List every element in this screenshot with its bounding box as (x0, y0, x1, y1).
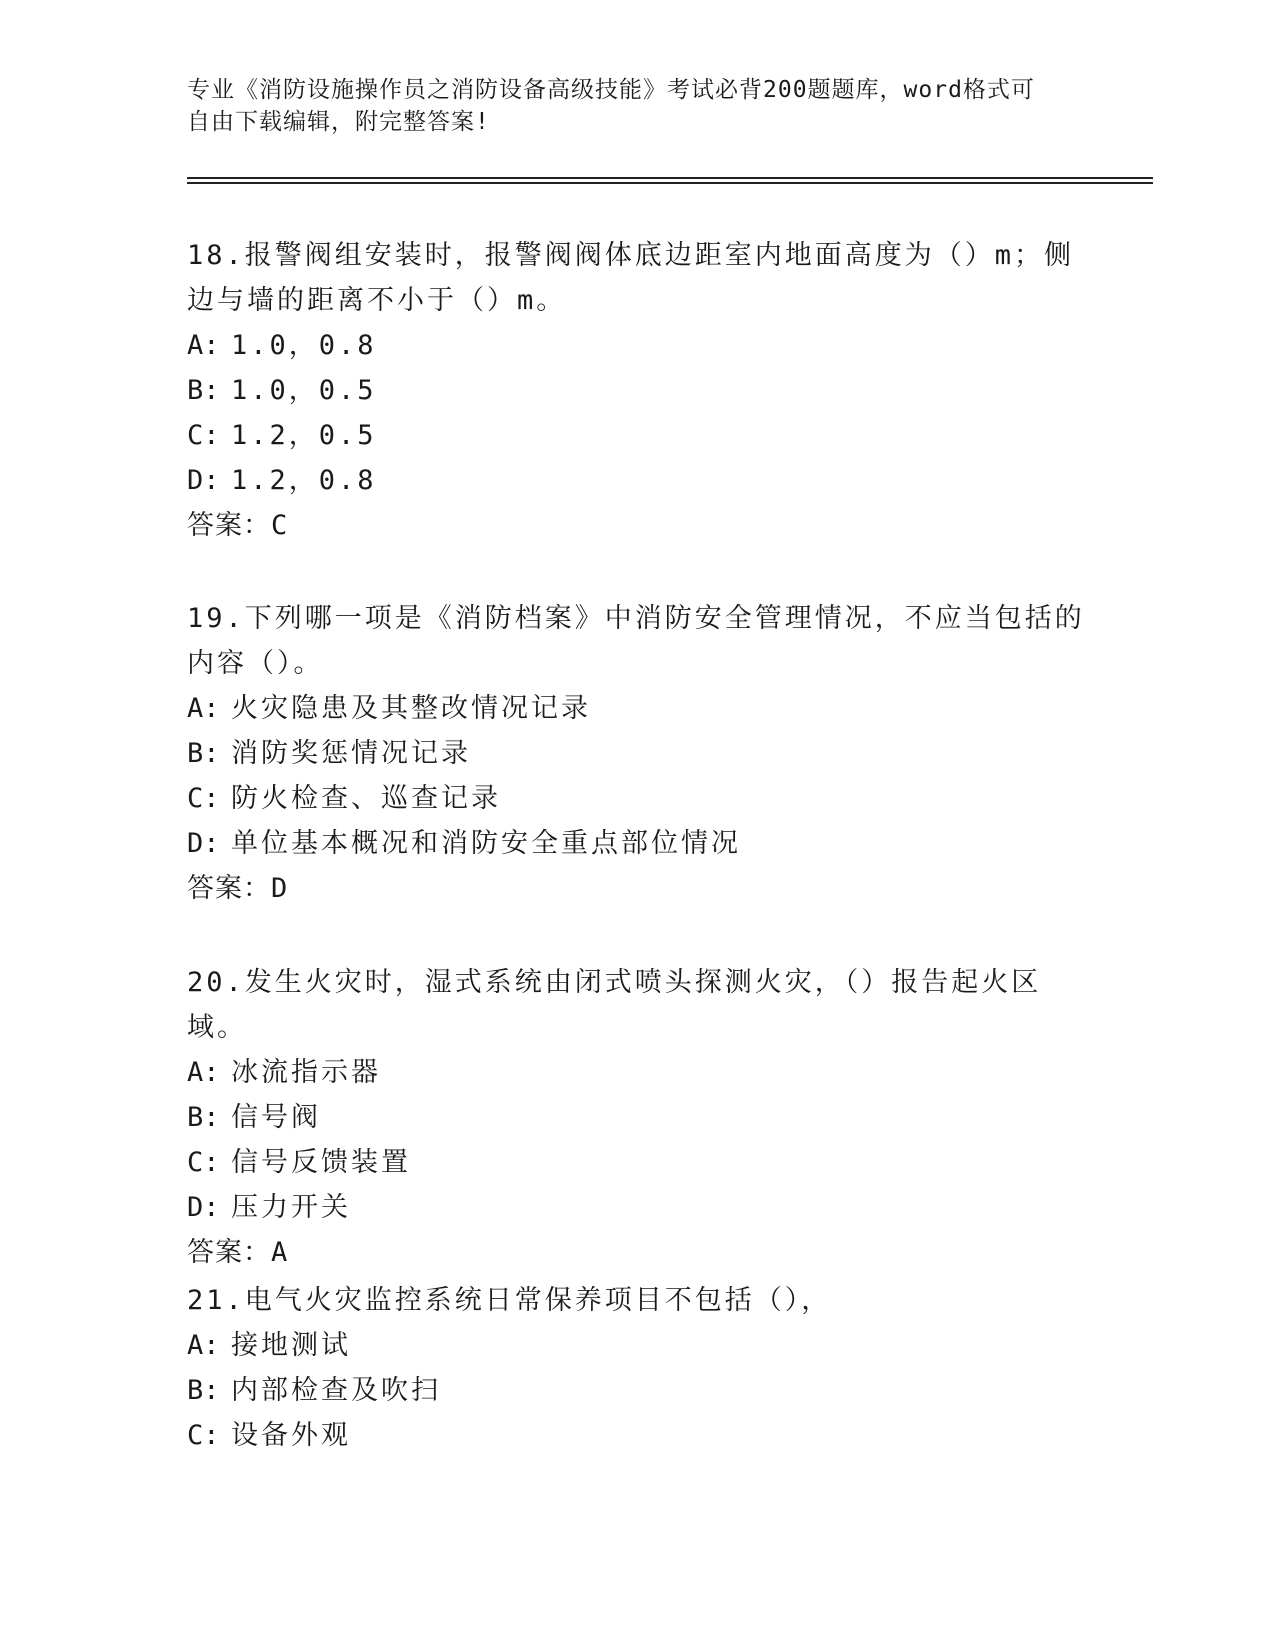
header-divider-bottom (187, 182, 1153, 184)
option-text: 1.0，0.8 (231, 330, 377, 361)
option-key: A: (187, 330, 220, 361)
option-a (187, 1323, 1087, 1368)
option-text: 压力开关 (231, 1192, 351, 1223)
option-a (187, 1050, 1087, 1095)
option-a (187, 323, 1087, 368)
option-b (187, 368, 1087, 413)
document-header (187, 74, 1087, 138)
question-stem: 20.发生火灾时，湿式系统由闭式喷头探测火灾，（）报告起火区域。 (187, 967, 1042, 1043)
option-c (187, 413, 1087, 458)
option-text: 单位基本概况和消防安全重点部位情况 (231, 828, 741, 859)
header-line-1: 专业《消防设施操作员之消防设备高级技能》考试必背200题题库，word格式可 (187, 77, 1035, 103)
option-c (187, 776, 1087, 821)
option-text: 信号阀 (231, 1102, 321, 1133)
option-b (187, 731, 1087, 776)
question-21 (187, 1278, 1087, 1458)
option-key: C: (187, 1147, 220, 1178)
answer-line: 答案：A (187, 1237, 289, 1268)
answer-line: 答案：C (187, 510, 289, 541)
option-c (187, 1413, 1087, 1458)
option-text: 1.2，0.5 (231, 420, 377, 451)
option-key: A: (187, 1057, 220, 1088)
option-a (187, 686, 1087, 731)
option-text: 1.0，0.5 (231, 375, 377, 406)
option-key: D: (187, 465, 220, 496)
option-text: 信号反馈装置 (231, 1147, 411, 1178)
option-key: B: (187, 1375, 220, 1406)
option-d (187, 1185, 1087, 1230)
option-key: B: (187, 738, 220, 769)
question-stem: 18.报警阀组安装时，报警阀阀体底边距室内地面高度为（）m；侧边与墙的距离不小于（）m。 (187, 240, 1075, 316)
answer-line: 答案：D (187, 873, 289, 904)
option-d (187, 821, 1087, 866)
option-text: 1.2，0.8 (231, 465, 377, 496)
question-stem: 21.电气火灾监控系统日常保养项目不包括（）， (187, 1285, 832, 1316)
option-b (187, 1368, 1087, 1413)
option-text: 消防奖惩情况记录 (231, 738, 471, 769)
option-key: B: (187, 375, 220, 406)
option-text: 火灾隐患及其整改情况记录 (231, 693, 591, 724)
header-line-2: 自由下载编辑，附完整答案! (187, 109, 490, 135)
option-text: 接地测试 (231, 1330, 351, 1361)
option-key: C: (187, 783, 220, 814)
option-b (187, 1095, 1087, 1140)
question-19 (187, 596, 1087, 911)
option-key: C: (187, 420, 220, 451)
option-key: C: (187, 1420, 220, 1451)
option-text: 防火检查、巡查记录 (231, 783, 501, 814)
question-20 (187, 960, 1087, 1275)
option-text: 冰流指示器 (231, 1057, 381, 1088)
option-key: A: (187, 693, 220, 724)
option-text: 设备外观 (231, 1420, 351, 1451)
option-text: 内部检查及吹扫 (231, 1375, 441, 1406)
question-stem: 19.下列哪一项是《消防档案》中消防安全管理情况，不应当包括的内容（）。 (187, 603, 1085, 679)
option-key: A: (187, 1330, 220, 1361)
option-key: D: (187, 828, 220, 859)
option-c (187, 1140, 1087, 1185)
option-d (187, 458, 1087, 503)
question-18 (187, 233, 1087, 548)
header-divider-top (187, 177, 1153, 179)
option-key: D: (187, 1192, 220, 1223)
option-key: B: (187, 1102, 220, 1133)
